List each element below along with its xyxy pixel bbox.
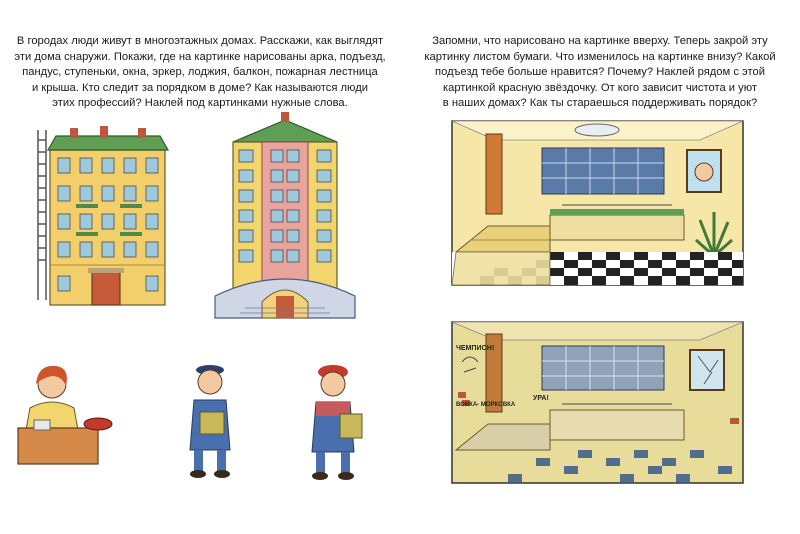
graffiti-champion: ЧЕМПИОН! (456, 345, 495, 352)
right-text-line: в наших домах? Как ты стараешься поддерживать порядок? (442, 97, 758, 109)
right-text-line: картинкой красную звёздочку. От кого зависит чистота и уют (442, 81, 758, 94)
right-page (400, 0, 800, 534)
right-text-line: картинку листом бумаги. Что изменилось на картинке внизу? Какой (424, 50, 776, 63)
left-text-line: эти дома снаружи. Покажи, где на картинке нарисованы арка, подъезд, (14, 50, 386, 63)
dirty-hallway-illustration (400, 0, 800, 534)
graffiti-hooray: УРА! (533, 395, 549, 402)
left-text-line: В городах люди живут в многоэтажных домах. Расскажи, как выглядят (16, 35, 384, 47)
graffiti-vovka: ВОВКА- МОРКОВКА (456, 402, 516, 408)
left-text-line: пандус, ступеньки, окна, эркер, лоджия, балкон, пожарная лестница (22, 66, 378, 78)
left-text-line: и крыша. Кто следит за порядком в доме? Как называются люди (32, 81, 368, 94)
right-text-line: подъезд тебе больше нравится? Почему? Наклей рядом с этой (435, 66, 765, 78)
right-text-line: Запомни, что нарисовано на картинке вверху. Теперь закрой эту (432, 35, 768, 47)
left-text-line: этих профессий? Наклей под картинками нужные слова. (52, 97, 348, 109)
